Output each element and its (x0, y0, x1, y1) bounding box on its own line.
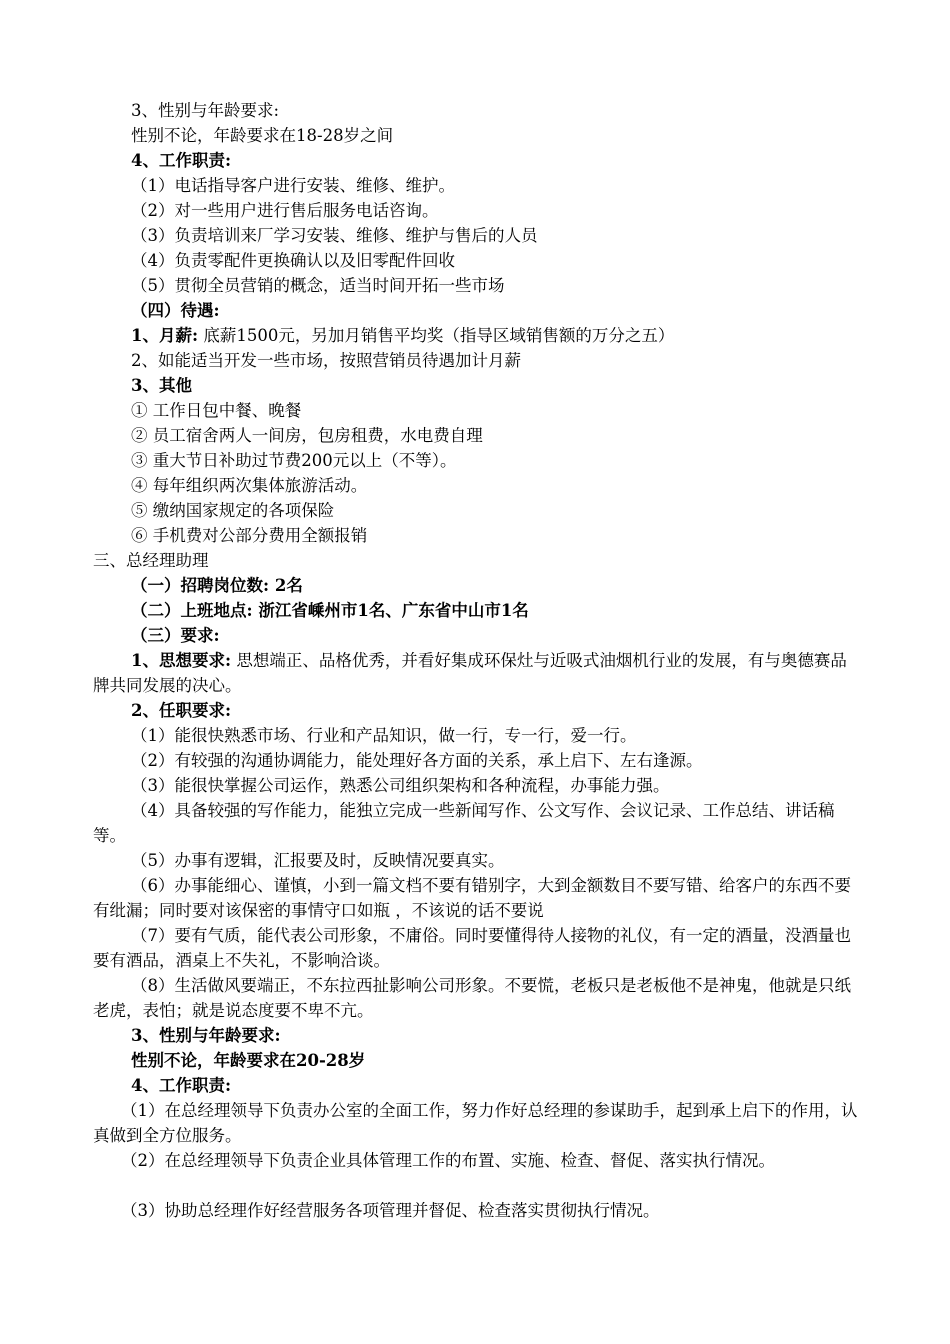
work-location: （二）上班地点: 浙江省嵊州市1名、广东省中山市1名 (131, 601, 529, 620)
job-requirement-6: （6）办事能细心、谨慎，小到一篇文档不要有错别字，大到金额数目不要写错、给客户的东西不要有纰漏；同时要对该保密的事情守口如瓶 ，不该说的话不要说 (93, 876, 851, 920)
duty-item-1: （1）电话指导客户进行安装、维修、维护。 (131, 176, 455, 195)
job-requirement-3: （3）能很快掌握公司运作，熟悉公司组织架构和各种流程，办事能力强。 (131, 776, 670, 795)
other-item-3: ③ 重大节日补助过节费200元以上（不等）。 (131, 451, 457, 470)
salary-label: 1、月薪: (131, 326, 199, 345)
duty-item-3: （3）负责培训来厂学习安装、维修、维护与售后的人员 (131, 226, 538, 245)
job-requirement-7: （7）要有气质，能代表公司形象，不庸俗。同时要懂得待人接物的礼仪，有一定的酒量，没酒量也要有酒品，酒桌上不失礼，不影响洽谈。 (93, 926, 851, 970)
other-item-5: ⑤ 缴纳国家规定的各项保险 (131, 501, 335, 520)
other-item-6: ⑥ 手机费对公部分费用全额报销 (131, 526, 368, 545)
other-item-1: ① 工作日包中餐、晚餐 (131, 401, 302, 420)
gender-age-text-1: 性别不论，年龄要求在18-28岁之间 (131, 126, 394, 145)
heading-other: 3、其他 (131, 376, 192, 395)
duty-item-2: （2）对一些用户进行售后服务电话咨询。 (131, 201, 439, 220)
assistant-duty-3: （3）协助总经理作好经营服务各项管理并督促、检查落实贯彻执行情况。 (121, 1201, 660, 1220)
positions-count: （一）招聘岗位数: 2名 (131, 576, 303, 595)
job-requirement-5: （5）办事有逻辑，汇报要及时，反映情况要真实。 (131, 851, 505, 870)
job-requirement-8: （8）生活做风要端正，不东拉西扯影响公司形象。不要慌，老板只是老板他不是神鬼，他就是只纸老虎，表怕；就是说态度要不卑不亢。 (93, 976, 851, 1020)
thinking-requirement-paragraph (93, 649, 861, 698)
heading-requirements: （三）要求: (131, 626, 220, 645)
duty-item-4: （4）负责零配件更换确认以及旧零配件回收 (131, 251, 455, 270)
heading-benefits: （四）待遇: (131, 301, 220, 320)
gender-age-text-2: 性别不论，年龄要求在20-28岁 (131, 1051, 366, 1070)
benefit-market-line: 2、如能适当开发一些市场，按照营销员待遇加计月薪 (131, 351, 521, 370)
job-requirement-4: （4）具备较强的写作能力，能独立完成一些新闻写作、公文写作、会议记录、工作总结、讲话稿等。 (93, 801, 835, 845)
other-item-4: ④ 每年组织两次集体旅游活动。 (131, 476, 368, 495)
job-requirement-2: （2）有较强的沟通协调能力，能处理好各方面的关系，承上启下、左右逢源。 (131, 751, 703, 770)
heading-gender-age-1: 3、性别与年龄要求: (131, 101, 280, 120)
heading-gender-age-2: 3、性别与年龄要求: (131, 1026, 281, 1045)
other-item-2: ② 员工宿舍两人一间房，包房租费，水电费自理 (131, 426, 483, 445)
heading-duties-2: 4、工作职责: (131, 1076, 232, 1095)
assistant-duty-2: （2）在总经理领导下负责企业具体管理工作的布置、实施、检查、督促、落实执行情况。 (121, 1151, 775, 1170)
heading-duties-1: 4、工作职责: (131, 151, 232, 170)
heading-job-requirements: 2、任职要求: (131, 701, 232, 720)
job-requirement-1: （1）能很快熟悉市场、行业和产品知识，做一行，专一行，爱一行。 (131, 726, 637, 745)
salary-text: 底薪1500元，另加月销售平均奖（指导区域销售额的万分之五） (203, 326, 675, 345)
salary-line (131, 325, 674, 347)
thinking-requirement-text: 思想端正、品格优秀，并看好集成环保灶与近吸式油烟机行业的发展，有与奥德赛品牌共同发展的决心。 (93, 651, 847, 695)
duty-item-5: （5）贯彻全员营销的概念，适当时间开拓一些市场 (131, 276, 505, 295)
section-heading-assistant: 三、总经理助理 (93, 551, 209, 570)
assistant-duty-1: （1）在总经理领导下负责办公室的全面工作，努力作好总经理的参谋助手，起到承上启下的作用，认真做到全方位服务。 (93, 1101, 858, 1145)
thinking-requirement-label: 1、思想要求: (131, 651, 232, 670)
